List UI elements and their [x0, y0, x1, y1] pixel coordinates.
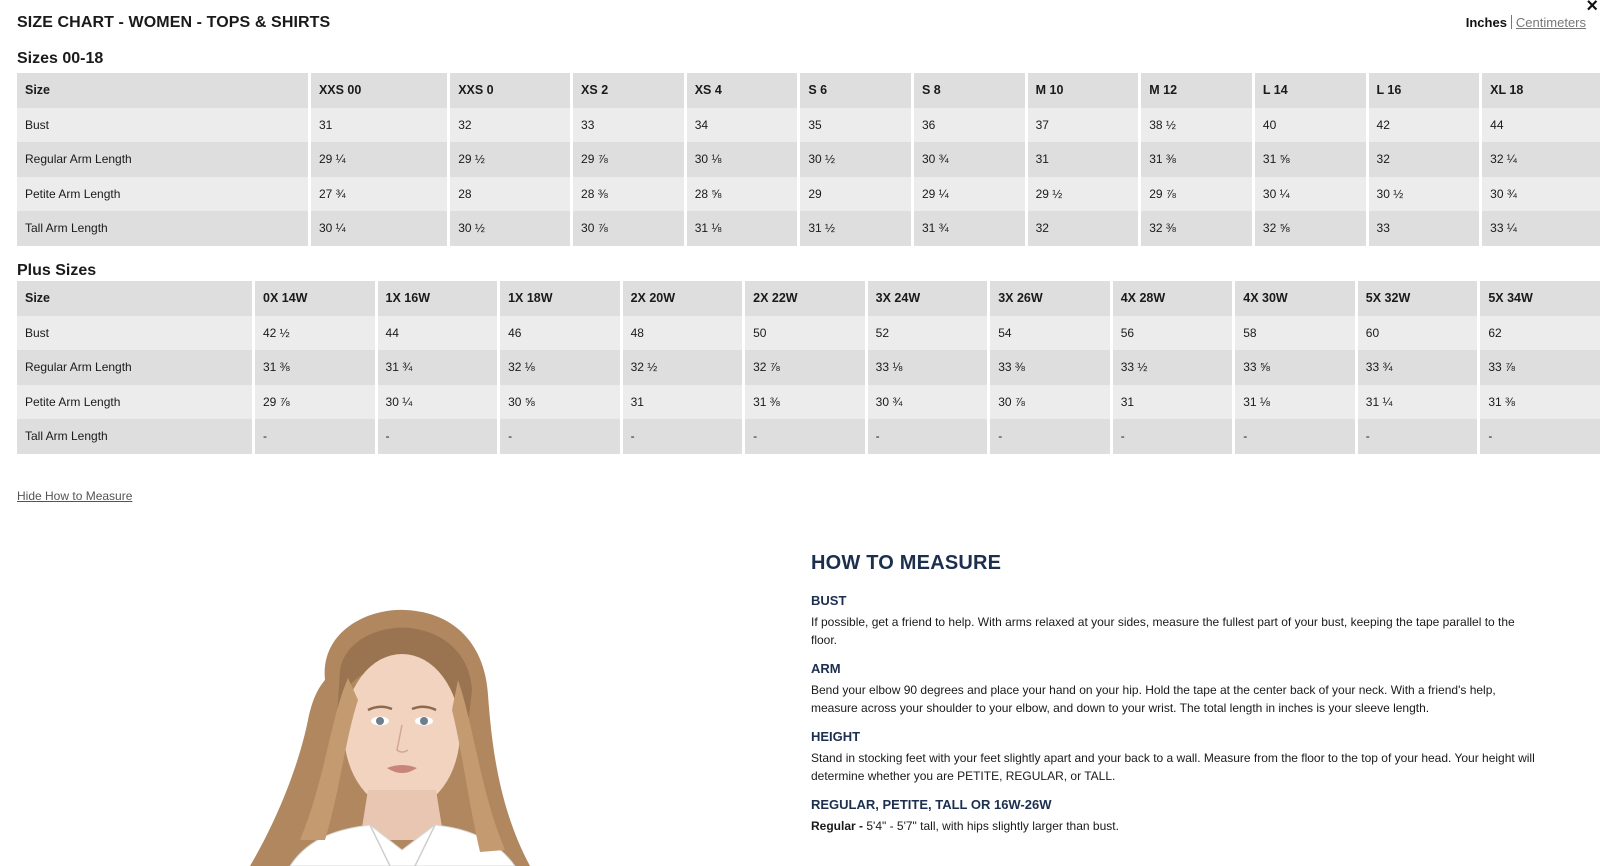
table-cell: - — [255, 419, 375, 454]
how-to-measure-panel — [811, 552, 1541, 847]
table-cell: 42 — [1369, 108, 1480, 143]
table-row — [17, 211, 1600, 246]
column-header: L 16 — [1369, 73, 1480, 108]
table-header-row — [17, 73, 1600, 108]
table-cell: 27 ¾ — [311, 177, 447, 212]
table-cell: 32 ⅜ — [1141, 211, 1252, 246]
table-cell: 30 ¼ — [311, 211, 447, 246]
table-cell: 50 — [745, 316, 865, 351]
table-cell: - — [1480, 419, 1600, 454]
table-cell: - — [745, 419, 865, 454]
table-cell: 33 ¼ — [1482, 211, 1600, 246]
table-cell: 31 — [623, 385, 743, 420]
table-row — [17, 316, 1600, 351]
table-cell: 44 — [378, 316, 498, 351]
page-title: SIZE CHART - WOMEN - TOPS & SHIRTS — [17, 14, 331, 31]
table-cell: 31 ⅜ — [1141, 142, 1252, 177]
table-cell: 31 — [311, 108, 447, 143]
column-header: S 8 — [914, 73, 1025, 108]
table-cell: 32 — [450, 108, 570, 143]
row-label: Regular Arm Length — [17, 142, 308, 177]
table-cell: 29 ⅞ — [573, 142, 684, 177]
table-cell: 58 — [1235, 316, 1355, 351]
table-cell: 31 ½ — [800, 211, 911, 246]
table-cell: 28 — [450, 177, 570, 212]
table-cell: 30 ½ — [450, 211, 570, 246]
table-row — [17, 350, 1600, 385]
table-cell: 30 ¾ — [1482, 177, 1600, 212]
column-header: 5X 32W — [1358, 281, 1478, 316]
table-cell: - — [1235, 419, 1355, 454]
column-header: S 6 — [800, 73, 911, 108]
fit-type-heading: REGULAR, PETITE, TALL OR 16W-26W — [811, 797, 1052, 812]
table-cell: 31 ⅛ — [687, 211, 798, 246]
table-row — [17, 385, 1600, 420]
sizes-table — [14, 73, 1600, 246]
table-cell: 29 — [800, 177, 911, 212]
chart-header — [17, 13, 1586, 35]
column-header: Size — [17, 73, 308, 108]
regular-description: 5'4" - 5'7" tall, with hips slightly larger than bust. — [863, 819, 1119, 833]
column-header: 1X 18W — [500, 281, 620, 316]
table-cell: 32 — [1369, 142, 1480, 177]
table-cell: 30 ⅛ — [687, 142, 798, 177]
table-cell: 33 ¾ — [1358, 350, 1478, 385]
column-header: 3X 26W — [990, 281, 1110, 316]
table-cell: 33 — [573, 108, 684, 143]
table-cell: - — [378, 419, 498, 454]
table-cell: 31 ¼ — [1358, 385, 1478, 420]
table-cell: 29 ¼ — [311, 142, 447, 177]
column-header: 5X 34W — [1480, 281, 1600, 316]
table-cell: 38 ½ — [1141, 108, 1252, 143]
regular-label: Regular - — [811, 819, 864, 833]
column-header: 4X 30W — [1235, 281, 1355, 316]
table-cell: 40 — [1255, 108, 1366, 143]
table-cell: 30 ¼ — [1255, 177, 1366, 212]
column-header: Size — [17, 281, 252, 316]
model-illustration — [230, 600, 550, 866]
table-cell: 31 ⅜ — [1480, 385, 1600, 420]
table-row — [17, 108, 1600, 143]
table-cell: 31 — [1028, 142, 1139, 177]
height-text: Stand in stocking feet with your feet slightly apart and your back to a wall. Measure from the floor to the top of your head. Your height will determine whether you are PETITE, REGULAR, or TALL. — [811, 751, 1535, 783]
table-cell: 30 ½ — [800, 142, 911, 177]
table-cell: 32 ⅞ — [745, 350, 865, 385]
table-cell: 31 — [1113, 385, 1233, 420]
table-cell: 36 — [914, 108, 1025, 143]
hide-how-to-measure-link[interactable]: Hide How to Measure — [17, 489, 133, 503]
column-header: 3X 24W — [868, 281, 988, 316]
table-cell: 60 — [1358, 316, 1478, 351]
column-header: XS 4 — [687, 73, 798, 108]
table-header-row — [17, 281, 1600, 316]
height-heading: HEIGHT — [811, 729, 861, 744]
table-cell: 29 ⅞ — [1141, 177, 1252, 212]
table-cell: 29 ½ — [450, 142, 570, 177]
table-cell: 33 ⅛ — [868, 350, 988, 385]
table-cell: 31 ⅛ — [1235, 385, 1355, 420]
table-cell: 30 ⅞ — [990, 385, 1110, 420]
column-header: L 14 — [1255, 73, 1366, 108]
column-header: 4X 28W — [1113, 281, 1233, 316]
bust-heading: BUST — [811, 593, 847, 608]
bust-text: If possible, get a friend to help. With arms relaxed at your sides, measure the fullest part of your bust, keeping the tape parallel to the floor. — [811, 615, 1515, 647]
model-photo — [230, 600, 550, 866]
table-cell: 30 ¾ — [914, 142, 1025, 177]
table-cell: 30 ½ — [1369, 177, 1480, 212]
table-cell: 32 ⅝ — [1255, 211, 1366, 246]
table-cell: - — [868, 419, 988, 454]
table-cell: 54 — [990, 316, 1110, 351]
column-header: M 12 — [1141, 73, 1252, 108]
unit-centimeters-link[interactable]: Centimeters — [1515, 15, 1586, 30]
table-cell: 29 ¼ — [914, 177, 1025, 212]
how-to-measure-title: HOW TO MEASURE — [811, 552, 1002, 574]
table-cell: 31 ⅝ — [1255, 142, 1366, 177]
table-cell: 52 — [868, 316, 988, 351]
table-cell: 32 ¼ — [1482, 142, 1600, 177]
table-cell: 31 ¾ — [378, 350, 498, 385]
table-cell: 44 — [1482, 108, 1600, 143]
column-header: 2X 20W — [623, 281, 743, 316]
table-cell: 32 ½ — [623, 350, 743, 385]
table-cell: 31 ⅜ — [745, 385, 865, 420]
table-cell: 35 — [800, 108, 911, 143]
table-cell: 32 — [1028, 211, 1139, 246]
arm-text: Bend your elbow 90 degrees and place your hand on your hip. Hold the tape at the center back of your neck. With a friend's help, measure across your shoulder to your elbow, and down to your wrist. The total length in inches is your sleeve length. — [811, 683, 1496, 715]
column-header: XS 2 — [573, 73, 684, 108]
table-cell: 33 ⅝ — [1235, 350, 1355, 385]
row-label: Regular Arm Length — [17, 350, 252, 385]
table-cell: 33 — [1369, 211, 1480, 246]
table-cell: - — [990, 419, 1110, 454]
table-cell: 31 ¾ — [914, 211, 1025, 246]
sizes-section-title: Sizes 00-18 — [17, 50, 104, 67]
row-label: Petite Arm Length — [17, 177, 308, 212]
plus-section-title: Plus Sizes — [17, 262, 97, 279]
table-cell: 29 ⅞ — [255, 385, 375, 420]
column-header: 2X 22W — [745, 281, 865, 316]
table-cell: 37 — [1028, 108, 1139, 143]
table-cell: 32 ⅛ — [500, 350, 620, 385]
table-cell: 31 ⅜ — [255, 350, 375, 385]
table-cell: 28 ⅜ — [573, 177, 684, 212]
column-header: XXS 00 — [311, 73, 447, 108]
column-header: XXS 0 — [450, 73, 570, 108]
unit-toggle — [1466, 15, 1586, 30]
table-cell: 30 ¾ — [868, 385, 988, 420]
unit-inches[interactable]: Inches — [1465, 15, 1507, 30]
arm-heading: ARM — [811, 661, 841, 676]
row-label: Bust — [17, 316, 252, 351]
table-cell: 30 ⅝ — [500, 385, 620, 420]
table-cell: - — [500, 419, 620, 454]
table-row — [17, 419, 1600, 454]
table-cell: 42 ½ — [255, 316, 375, 351]
table-cell: 56 — [1113, 316, 1233, 351]
table-cell: 33 ½ — [1113, 350, 1233, 385]
table-cell: 33 ⅞ — [1480, 350, 1600, 385]
unit-divider — [1511, 15, 1512, 29]
column-header: XL 18 — [1482, 73, 1600, 108]
table-cell: 48 — [623, 316, 743, 351]
table-cell: 46 — [500, 316, 620, 351]
table-row — [17, 142, 1600, 177]
row-label: Tall Arm Length — [17, 211, 308, 246]
row-label: Bust — [17, 108, 308, 143]
close-button[interactable]: × — [1586, 0, 1598, 17]
column-header: M 10 — [1028, 73, 1139, 108]
plus-sizes-table — [14, 281, 1600, 454]
column-header: 0X 14W — [255, 281, 375, 316]
table-cell: 30 ¼ — [378, 385, 498, 420]
table-cell: 33 ⅜ — [990, 350, 1110, 385]
table-cell: - — [1113, 419, 1233, 454]
table-cell: 28 ⅝ — [687, 177, 798, 212]
table-cell: 34 — [687, 108, 798, 143]
table-row — [17, 177, 1600, 212]
table-cell: 62 — [1480, 316, 1600, 351]
table-cell: 29 ½ — [1028, 177, 1139, 212]
row-label: Tall Arm Length — [17, 419, 252, 454]
column-header: 1X 16W — [378, 281, 498, 316]
row-label: Petite Arm Length — [17, 385, 252, 420]
table-cell: - — [1358, 419, 1478, 454]
regular-fit-text — [811, 817, 1541, 835]
table-cell: 30 ⅞ — [573, 211, 684, 246]
table-cell: - — [623, 419, 743, 454]
